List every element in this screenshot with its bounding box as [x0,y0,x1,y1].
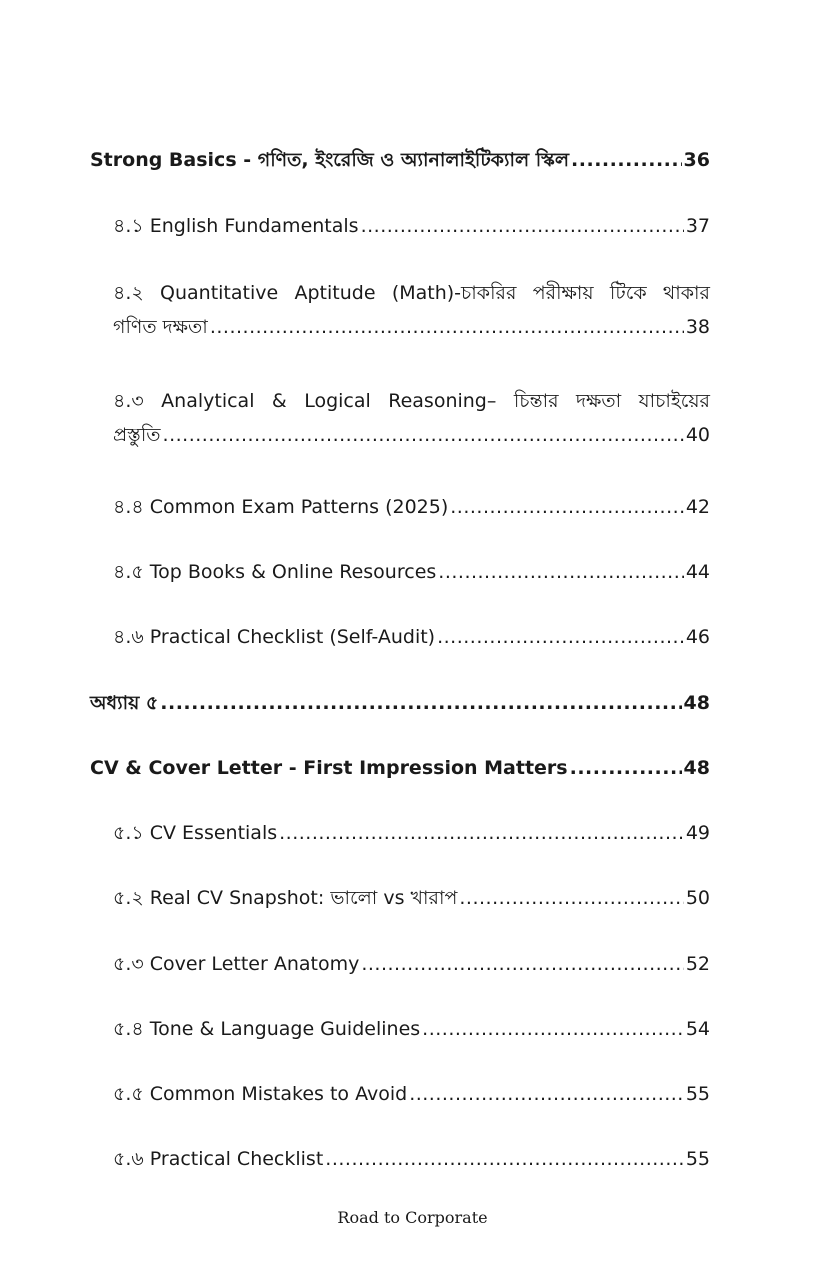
toc-entry-strong-basics[interactable] [90,143,710,177]
toc-page-number: 48 [683,757,710,779]
toc-page-number: 42 [685,496,710,518]
toc-entry-title: ৫.৫ Common Mistakes to Avoid [113,1083,408,1105]
dot-leader [160,686,681,720]
toc-entry-title: ৪.৫ Top Books & Online Resources [113,561,437,583]
toc-entry-title-line1: ৪.৩ Analytical & Logical Reasoning– চিন্তার দক্ষতা যাচাইয়ের [113,390,710,412]
toc-entry-title: অধ্যায় ৫ [90,692,159,714]
toc-entry-title: ৪.৬ Practical Checklist (Self-Audit) [113,626,436,648]
dot-leader [325,1142,684,1176]
toc-entry-title: ৪.১ English Fundamentals [113,215,359,237]
dot-leader [438,555,684,589]
toc-entry-title: ৫.২ Real CV Snapshot: ভালো vs খারাপ [113,887,458,909]
page-footer: Road to Corporate [337,1208,488,1227]
dot-leader [571,143,682,177]
toc-entry-4-5[interactable] [113,555,710,589]
dot-leader [409,1077,684,1111]
dot-leader [459,881,683,915]
toc-entry-5-6[interactable] [113,1142,710,1176]
dot-leader [570,751,682,785]
toc-entry-4-6[interactable] [113,620,710,654]
toc-page-number: 52 [685,953,710,975]
toc-entry-title-line2: গণিত দক্ষতা [113,316,208,338]
toc-entry-chapter-5[interactable] [90,686,710,720]
dot-leader [450,490,684,524]
dot-leader [279,816,684,850]
toc-page-number: 55 [685,1083,710,1105]
toc-page-number: 40 [685,424,710,446]
toc-entry-5-4[interactable] [113,1012,710,1046]
toc-page-number: 50 [685,887,710,909]
toc-entry-title: ৫.৪ Tone & Language Guidelines [113,1018,421,1040]
toc-entry-5-1[interactable] [113,816,710,850]
toc-entry-title: ৫.৩ Cover Letter Anatomy [113,953,360,975]
toc-entry-4-1[interactable] [113,209,710,243]
toc-entry-title: ৪.৪ Common Exam Patterns (2025) [113,496,449,518]
toc-entry-4-4[interactable] [113,490,710,524]
toc-entry-cv-cover-letter[interactable] [90,751,710,785]
toc-page-number: 48 [683,692,710,714]
toc-entry-4-3[interactable] [113,384,710,452]
toc-entry-title-line1: ৪.২ Quantitative Aptitude (Math)-চাকরির পরীক্ষায় টিকে থাকার [113,282,710,304]
dot-leader [210,310,684,344]
dot-leader [361,947,683,981]
dot-leader [422,1012,684,1046]
toc-entry-4-2[interactable] [113,276,710,344]
toc-entry-title: Strong Basics - গণিত, ইংরেজি ও অ্যানালাইটিক্যাল স্কিল [90,149,570,171]
toc-entry-5-2[interactable] [113,881,710,915]
toc-entry-title: ৫.১ CV Essentials [113,822,278,844]
toc-page-number: 38 [685,316,710,338]
toc-page-number: 54 [685,1018,710,1040]
dot-leader [437,620,684,654]
toc-entry-5-5[interactable] [113,1077,710,1111]
toc-entry-title: ৫.৬ Practical Checklist [113,1148,324,1170]
toc-page-number: 44 [685,561,710,583]
toc-page-number: 49 [685,822,710,844]
toc-entry-title: CV & Cover Letter - First Impression Matters [90,757,568,779]
dot-leader [163,418,684,452]
toc-page-number: 46 [685,626,710,648]
toc-page-number: 37 [685,215,710,237]
toc-page-number: 36 [683,149,710,171]
toc-entry-5-3[interactable] [113,947,710,981]
toc-entry-title-line2: প্রস্তুতি [113,424,161,446]
dot-leader [361,209,684,243]
toc-page-number: 55 [685,1148,710,1170]
